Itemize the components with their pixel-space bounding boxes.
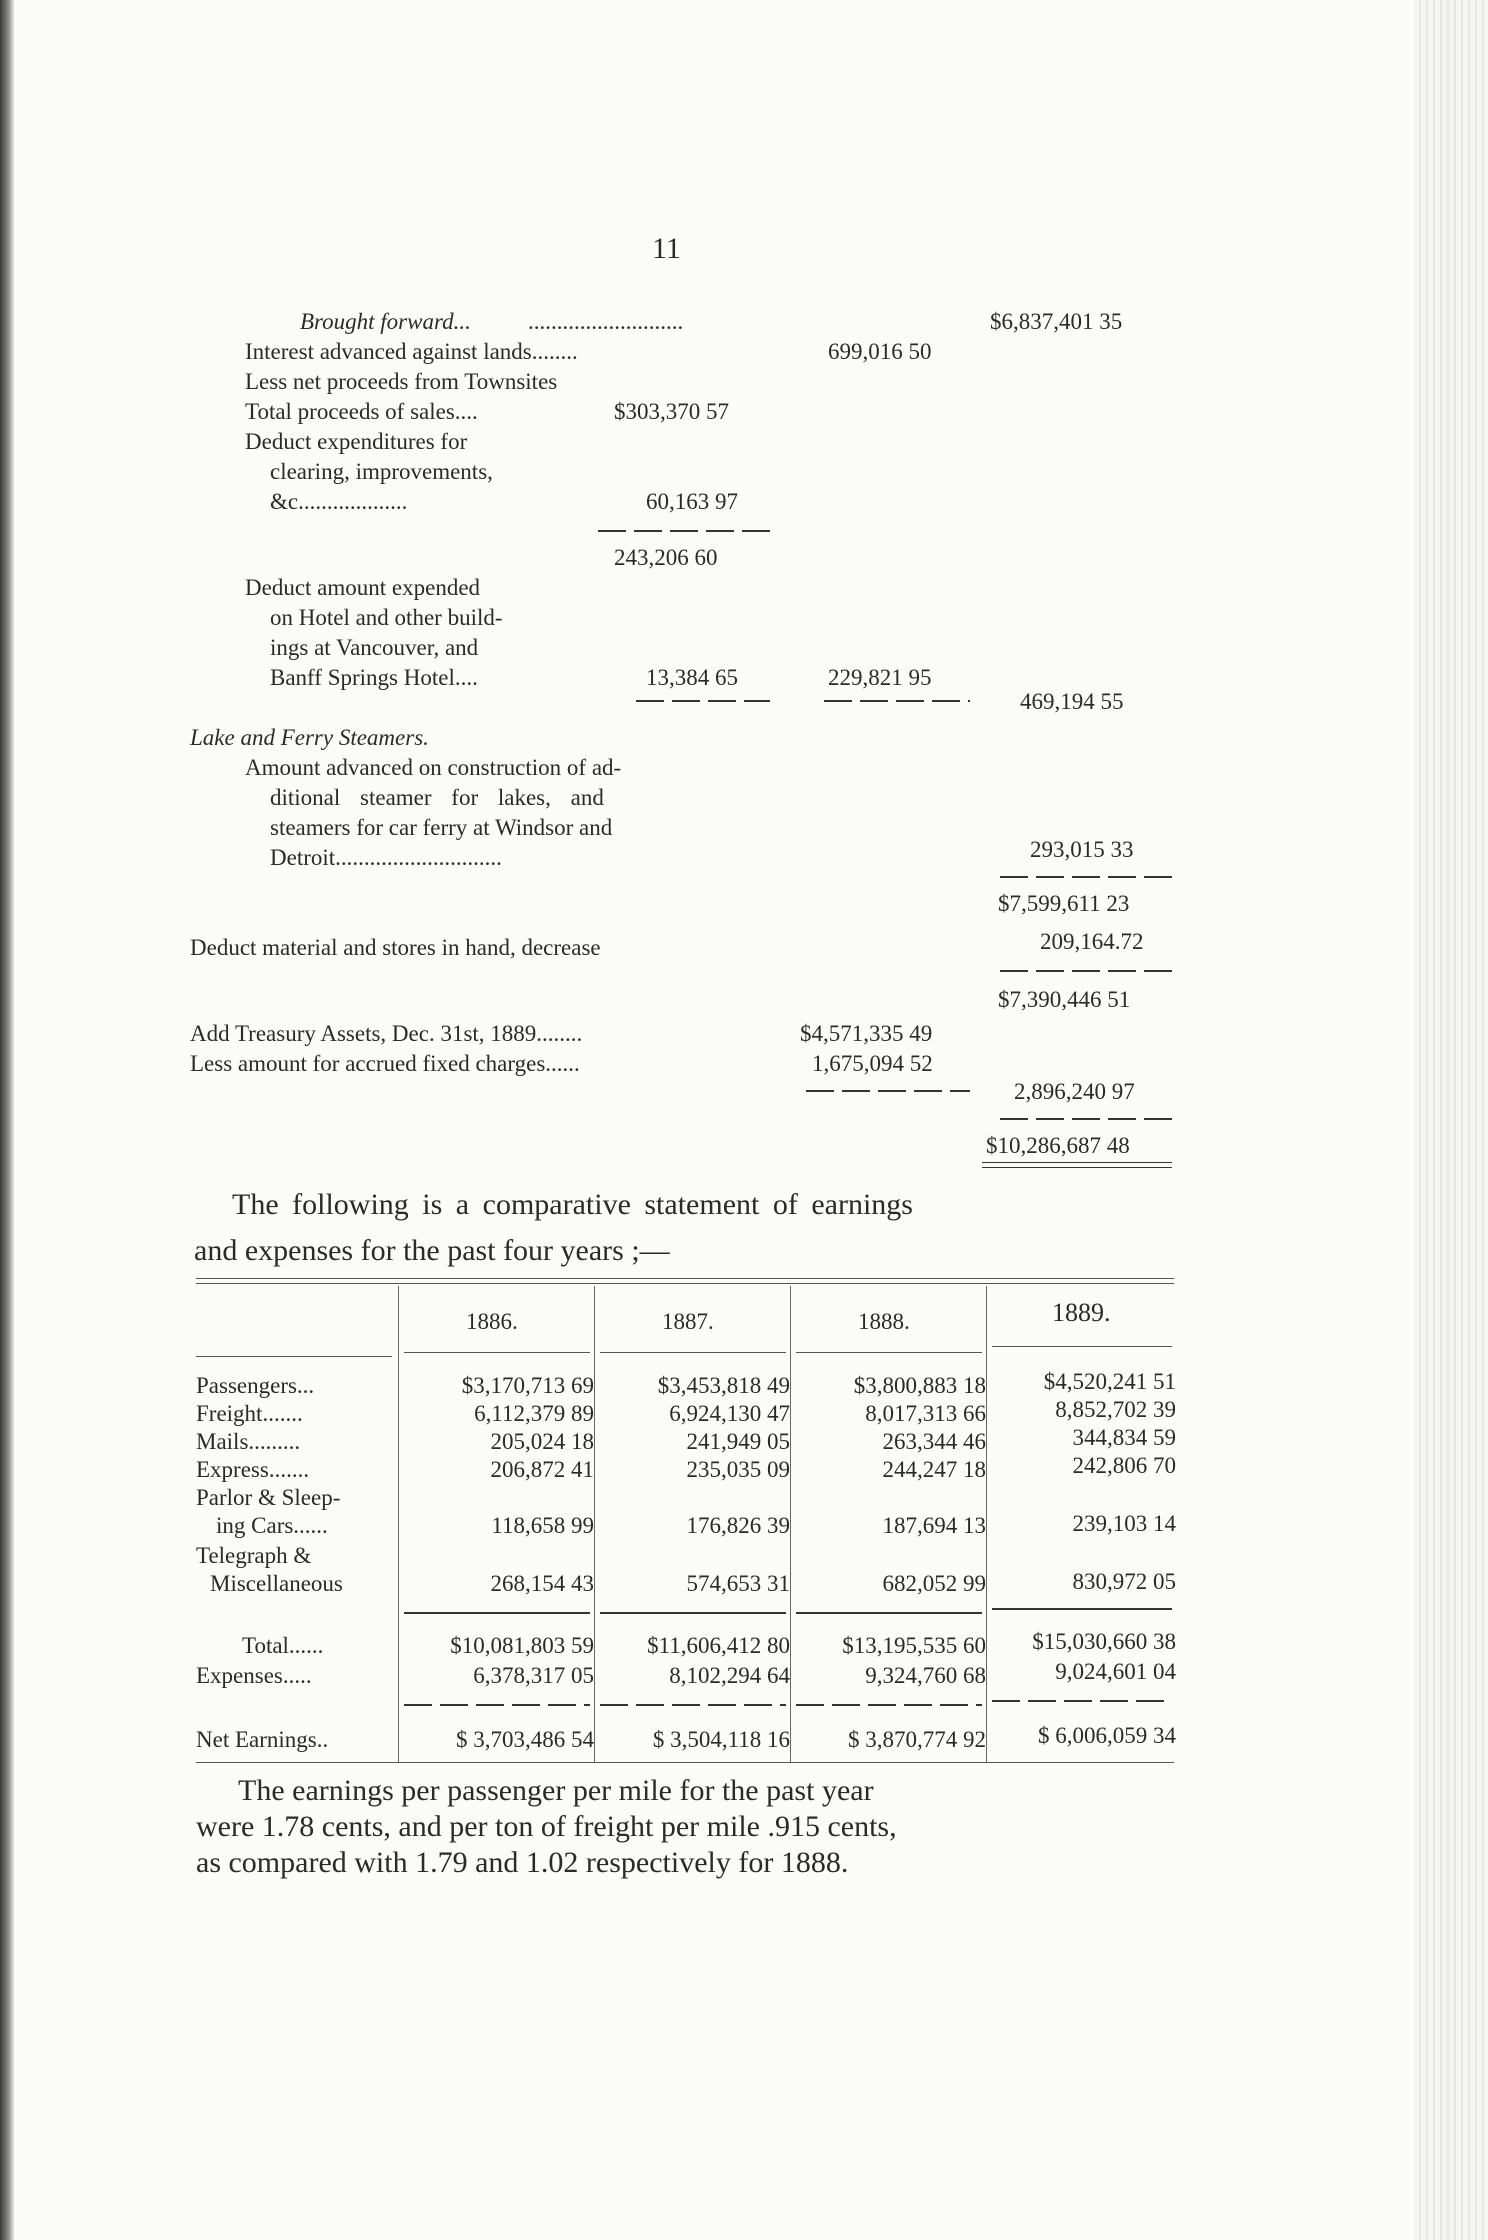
total-proceeds-label: Total proceeds of sales....	[245, 399, 478, 424]
intro-line1: The following is a comparative statement of earnings	[232, 1188, 913, 1221]
cell-mails-1887: 241,949 05	[686, 1429, 790, 1454]
deduct-hotel-line3: ings at Vancouver, and	[270, 635, 479, 660]
townsite-rule	[824, 700, 970, 702]
cell-express-1888: 244,247 18	[882, 1457, 986, 1482]
binding-edge	[0, 0, 14, 2240]
interest-amount: 699,016 50	[828, 339, 932, 364]
grand-total-rule-1	[982, 1162, 1172, 1163]
lake-amount: 293,015 33	[1030, 837, 1134, 862]
net-label: Net Earnings..	[196, 1727, 329, 1752]
page-number: 11	[652, 232, 681, 265]
cell-passengers-1887: $3,453,818 49	[657, 1373, 790, 1398]
expenses-1889: 9,024,601 04	[1055, 1659, 1176, 1684]
net-1888: $ 3,870,774 92	[848, 1727, 986, 1752]
treasury-rule	[806, 1090, 970, 1092]
deduct-hotel-line4: Banff Springs Hotel....	[270, 665, 478, 690]
table-top-rule-1	[196, 1278, 1174, 1279]
cell-freight-1886: 6,112,379 89	[474, 1401, 594, 1426]
total-rule-1889	[992, 1608, 1172, 1610]
total-proceeds-amount: $303,370 57	[614, 399, 729, 424]
expenses-1887: 8,102,294 64	[669, 1663, 790, 1688]
cell-telegraph-1888: 682,052 99	[882, 1571, 986, 1596]
treasury-net: 2,896,240 97	[1014, 1079, 1135, 1104]
lake-line1: Amount advanced on construction of ad-	[245, 755, 622, 780]
header-rule-4	[992, 1346, 1172, 1347]
header-rule-2	[600, 1352, 786, 1353]
cell-passengers-1889: $4,520,241 51	[1043, 1369, 1176, 1394]
accrued-amount: 1,675,094 52	[812, 1051, 933, 1076]
deduct-material-amount: 209,164.72	[1040, 929, 1144, 954]
subtotal-rule	[598, 530, 770, 532]
row-label-telegraph-line2: Miscellaneous	[210, 1571, 343, 1596]
lake-heading: Lake and Ferry Steamers.	[190, 725, 429, 750]
subtotal-amount: 243,206 60	[614, 545, 718, 570]
cell-parlor-1889: 239,103 14	[1072, 1511, 1176, 1536]
grand-total: $10,286,687 48	[986, 1133, 1130, 1158]
cell-mails-1889: 344,834 59	[1072, 1425, 1176, 1450]
cell-passengers-1886: $3,170,713 69	[461, 1373, 594, 1398]
table-top-rule-2	[196, 1283, 1174, 1284]
deduct-material-label: Deduct material and stores in hand, decrease	[190, 935, 601, 960]
material-rule	[1000, 970, 1174, 972]
intro-line2: and expenses for the past four years ;—	[194, 1234, 670, 1267]
col-divider-3	[790, 1286, 791, 1762]
lake-line4: Detroit.............................	[270, 845, 502, 870]
deduct-exp-line3: &c...................	[270, 489, 408, 514]
cell-telegraph-1889: 830,972 05	[1072, 1569, 1176, 1594]
treasury-net-rule	[1000, 1118, 1174, 1120]
cell-freight-1888: 8,017,313 66	[865, 1401, 986, 1426]
cell-telegraph-1886: 268,154 43	[490, 1571, 594, 1596]
cell-freight-1887: 6,924,130 47	[669, 1401, 790, 1426]
total-1889: $15,030,660 38	[1032, 1629, 1176, 1654]
total-label: Total......	[242, 1633, 324, 1658]
net-1887: $ 3,504,118 16	[652, 1727, 790, 1752]
net-1889: $ 6,006,059 34	[1038, 1723, 1176, 1748]
cell-express-1889: 242,806 70	[1072, 1453, 1176, 1478]
deduct-exp-line2: clearing, improvements,	[270, 459, 493, 484]
lands-total: 469,194 55	[1020, 689, 1124, 714]
cell-express-1887: 235,035 09	[686, 1457, 790, 1482]
total-1888: $13,195,535 60	[842, 1633, 986, 1658]
row-label-passengers: Passengers...	[196, 1373, 315, 1398]
cell-parlor-1888: 187,694 13	[882, 1513, 986, 1538]
cell-parlor-1886: 118,658 99	[491, 1513, 594, 1538]
cell-telegraph-1887: 574,653 31	[686, 1571, 790, 1596]
brought-forward-dots: ...........................	[528, 309, 684, 334]
header-rule-1	[404, 1352, 590, 1353]
closing-line3: as compared with 1.79 and 1.02 respectively for 1888.	[196, 1846, 849, 1879]
net-rule-1887	[600, 1704, 786, 1706]
brought-forward-total: $6,837,401 35	[990, 309, 1123, 334]
total-rule-1886	[404, 1612, 590, 1614]
deduct-hotel-line1: Deduct amount expended	[245, 575, 481, 600]
running-total: $7,599,611 23	[998, 891, 1130, 916]
deduct-exp-amount: 60,163 97	[646, 489, 738, 514]
total-1886: $10,081,803 59	[450, 1633, 594, 1658]
townsite-net-amount: 229,821 95	[828, 665, 932, 690]
total-1887: $11,606,412 80	[647, 1633, 790, 1658]
after-material-total: $7,390,446 51	[998, 987, 1131, 1012]
expenses-1888: 9,324,760 68	[865, 1663, 986, 1688]
net-rule-1886	[404, 1704, 590, 1706]
row-label-express: Express.......	[196, 1457, 310, 1482]
row-label-telegraph-line1: Telegraph &	[196, 1543, 312, 1568]
row-label-parlor-line2: ing Cars......	[216, 1513, 328, 1538]
treasury-amount: $4,571,335 49	[800, 1021, 933, 1046]
cell-mails-1886: 205,024 18	[490, 1429, 594, 1454]
treasury-label: Add Treasury Assets, Dec. 31st, 1889........	[190, 1021, 583, 1046]
net-rule-1889	[992, 1700, 1172, 1702]
net-1886: $ 3,703,486 54	[456, 1727, 594, 1752]
header-rule-0	[196, 1356, 392, 1357]
header-rule-3	[796, 1352, 982, 1353]
cell-freight-1889: 8,852,702 39	[1055, 1397, 1176, 1422]
accrued-label: Less amount for accrued fixed charges......	[190, 1051, 580, 1076]
hotel-rule	[636, 700, 770, 702]
closing-line1: The earnings per passenger per mile for the past year	[238, 1774, 874, 1807]
cell-express-1886: 206,872 41	[490, 1457, 594, 1482]
cell-passengers-1888: $3,800,883 18	[853, 1373, 986, 1398]
expenses-1886: 6,378,317 05	[473, 1663, 594, 1688]
lake-line3: steamers for car ferry at Windsor and	[270, 815, 613, 840]
deduct-exp-line1: Deduct expenditures for	[245, 429, 468, 454]
closing-line2: were 1.78 cents, and per ton of freight per mile .915 cents,	[196, 1810, 897, 1843]
deduct-hotel-line2: on Hotel and other build-	[270, 605, 503, 630]
interest-label: Interest advanced against lands........	[245, 339, 578, 364]
page-stack-edge	[1414, 0, 1488, 2240]
book-page	[14, 0, 1414, 2240]
total-rule-1887	[600, 1612, 786, 1614]
col-divider-4	[986, 1286, 987, 1762]
year-header-1887: 1887.	[662, 1309, 714, 1334]
grand-total-rule-2	[982, 1167, 1172, 1168]
year-header-1886: 1886.	[466, 1309, 518, 1334]
year-header-1889: 1889.	[1052, 1298, 1111, 1327]
brought-forward-label: Brought forward...	[300, 309, 471, 334]
col-divider-1	[398, 1286, 399, 1762]
lake-rule	[1000, 876, 1174, 878]
deduct-hotel-amount: 13,384 65	[646, 665, 738, 690]
cell-mails-1888: 263,344 46	[882, 1429, 986, 1454]
row-label-freight: Freight.......	[196, 1401, 303, 1426]
expenses-label: Expenses.....	[196, 1663, 312, 1688]
less-net-label: Less net proceeds from Townsites	[245, 369, 558, 394]
year-header-1888: 1888.	[858, 1309, 910, 1334]
col-divider-2	[594, 1286, 595, 1762]
lake-line2: ditional steamer for lakes, and	[270, 785, 604, 810]
table-bottom-rule	[196, 1762, 1174, 1763]
total-rule-1888	[796, 1612, 982, 1614]
net-rule-1888	[796, 1704, 982, 1706]
row-label-parlor-line1: Parlor & Sleep-	[196, 1485, 341, 1510]
row-label-mails: Mails.........	[196, 1429, 301, 1454]
cell-parlor-1887: 176,826 39	[686, 1513, 790, 1538]
